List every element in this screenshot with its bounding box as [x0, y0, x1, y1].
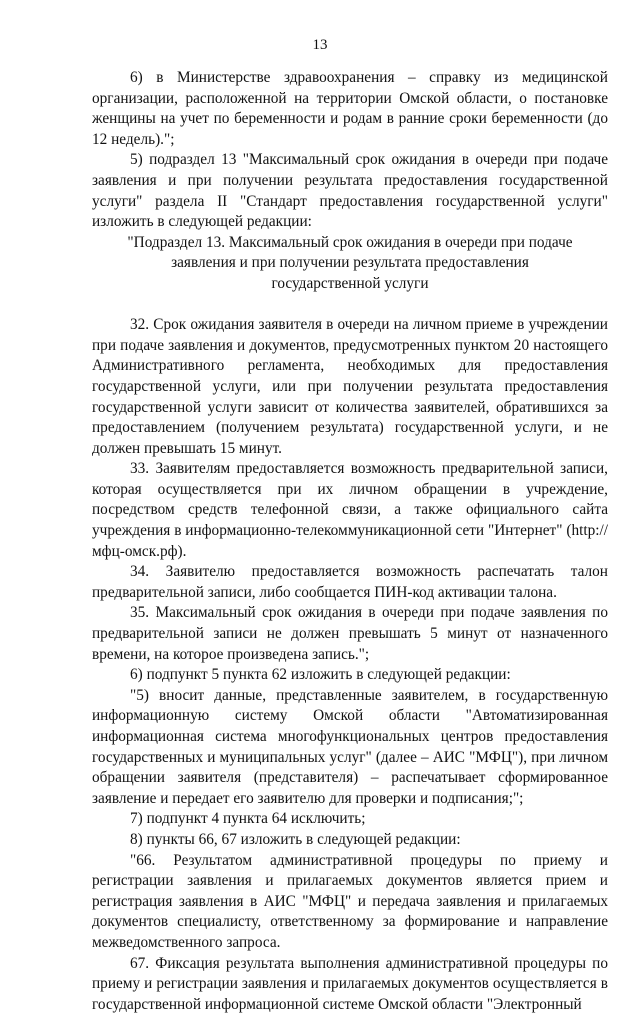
- paragraph-66: "66. Результатом административной процедуры по приему и регистрации заявления и прилагаемых документов является прием и регистрация заявления в АИС "МФЦ" и передача заявления и прилагаемых документов специалисту, ответственному за формирование и направление межведомственного запроса.: [92, 851, 608, 951]
- paragraph-67: 67. Фиксация результата выполнения административной процедуры по приему и регистрации заявления и прилагаемых документов осуществляется в государственной информационной системе Омской области "Электронный: [92, 954, 608, 1013]
- paragraph-33: 33. Заявителям предоставляется возможность предварительной записи, которая осуществляется при их личном обращении в учреждение, посредством средств телефонной связи, а также официального сайта учреждения в информационно-телекоммуникационной сети "Интернет" (http://мфц-омск.рф).: [92, 460, 608, 560]
- subsection-heading: "Подраздел 13. Максимальный срок ожидания в очереди при подаче заявления и при получении результата предоставления государственной услуги: [127, 233, 573, 292]
- paragraph-32: 32. Срок ожидания заявителя в очереди на личном приеме в учреждении при подаче заявления и документов, предусмотренных пунктом 20 настоящего Административного регламента, необходимых для предоставления государственной услуги, или при получении результата предоставления государственной услуги зависит от количества заявителей, обратившихся за предоставлением (получением результата) государственной услуги, и не должен превышать 15 минут.: [92, 316, 608, 457]
- paragraph-quoted-5: "5) вносит данные, представленные заявителем, в государственную информационную систему Омской области "Автоматизированная информационная система многофункциональных центров предоставления государственных и муниципальных услуг" (далее – АИС "МФЦ"), при личном обращении заявителя (представителя) – распечатывает сформированное заявление и передает его заявителю для проверки и подписания;";: [92, 686, 608, 807]
- paragraph-subitem-6: 6) подпункт 5 пункта 62 изложить в следующей редакции:: [130, 666, 511, 684]
- document-body: [92, 68, 608, 1015]
- paragraph-34: 34. Заявителю предоставляется возможность распечатать талон предварительной записи, либо сообщается ПИН-код активации талона.: [92, 563, 608, 601]
- paragraph-subitem-8: 8) пункты 66, 67 изложить в следующей редакции:: [130, 830, 461, 848]
- paragraph-35: 35. Максимальный срок ожидания в очереди при подаче заявления по предварительной записи не должен превышать 5 минут от назначенного времени, на которое произведена запись.";: [92, 604, 608, 663]
- paragraph-item-6: 6) в Министерстве здравоохранения – справку из медицинской организации, расположенной на территории Омской области, о постановке женщины на учет по беременности и родам в ранние сроки беременности (до 12 недель).";: [92, 69, 608, 148]
- page-number: 13: [312, 37, 328, 53]
- paragraph-subitem-7: 7) подпункт 4 пункта 64 исключить;: [130, 810, 366, 828]
- paragraph-subsection-13: 5) подраздел 13 "Максимальный срок ожидания в очереди при подаче заявления и при получении результата предоставления государственной услуги" раздела II "Стандарт предоставления государственной услуги" изложить в следующей редакции:: [92, 151, 608, 231]
